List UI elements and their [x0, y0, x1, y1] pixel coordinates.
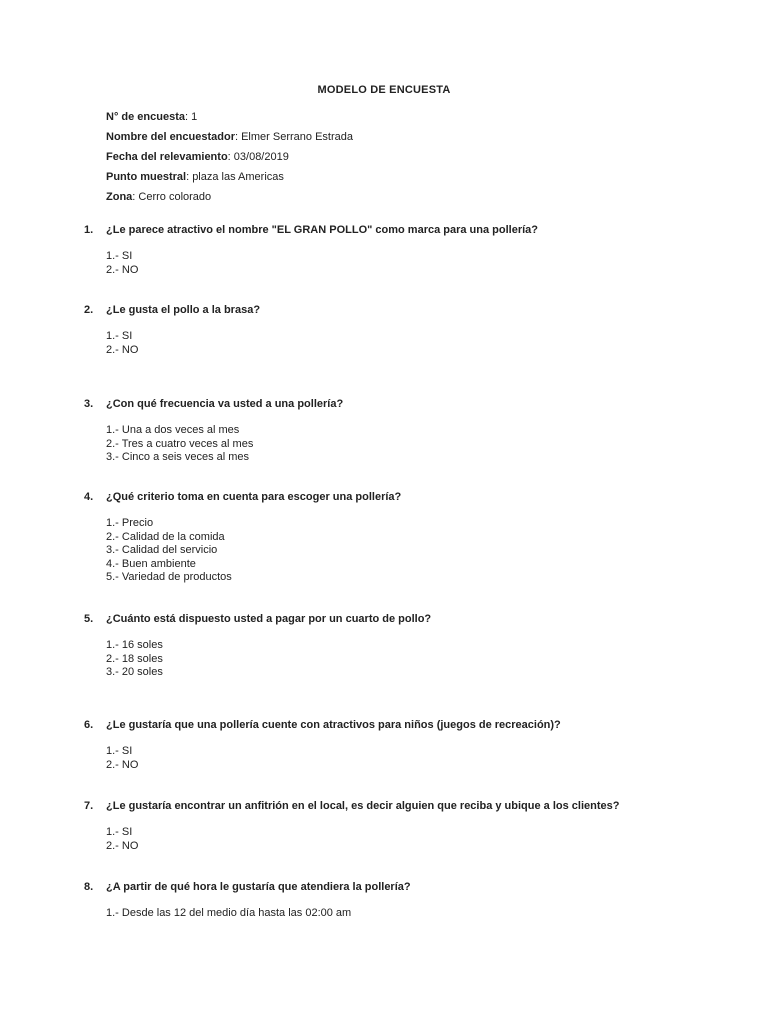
answer-options: [106, 250, 724, 277]
answer-options: [106, 330, 724, 357]
question-3: [84, 397, 724, 465]
answer-option: 2.- NO: [106, 343, 139, 356]
meta-survey-number: [106, 110, 353, 130]
question-4: [84, 490, 724, 585]
answer-option: 2.- Calidad de la comida: [106, 530, 225, 543]
question-number: 7.: [84, 800, 94, 812]
meta-survey-date: [106, 150, 353, 170]
question-heading: [84, 880, 724, 894]
answer-option: 3.- 20 soles: [106, 666, 163, 678]
meta-surveyor-name: [106, 130, 353, 150]
question-2: [84, 303, 724, 357]
meta-value: : Elmer Serrano Estrada: [234, 131, 353, 143]
question-text: ¿Le gusta el pollo a la brasa?: [106, 304, 261, 316]
answer-options: [106, 907, 724, 921]
answer-option: 2.- 18 soles: [106, 652, 163, 665]
meta-label: Zona: [106, 191, 133, 203]
question-text: ¿A partir de qué hora le gustaría que atendiera la pollería?: [106, 881, 411, 893]
meta-zone: [106, 190, 353, 210]
answer-options: [106, 424, 724, 465]
question-text: ¿Le parece atractivo el nombre "EL GRAN POLLO" como marca para una pollería?: [106, 224, 539, 236]
answer-option: 2.- NO: [106, 758, 139, 771]
meta-sample-point: [106, 170, 353, 190]
question-6: [84, 718, 724, 772]
question-number: 1.: [84, 224, 94, 236]
answer-option: 1.- 16 soles: [106, 639, 163, 651]
meta-label: N° de encuesta: [106, 111, 185, 123]
question-5: [84, 612, 724, 680]
answer-option: 1.- Precio: [106, 517, 154, 529]
answer-option: 1.- Desde las 12 del medio día hasta las 02:00 am: [106, 907, 352, 919]
question-number: 3.: [84, 398, 94, 410]
question-text: ¿Cuánto está dispuesto usted a pagar por un cuarto de pollo?: [106, 613, 432, 625]
question-heading: [84, 303, 724, 317]
answer-option: 2.- NO: [106, 263, 139, 276]
answer-options: [106, 826, 724, 853]
question-heading: [84, 223, 724, 237]
answer-option: 5.- Variedad de productos: [106, 571, 232, 583]
question-text: ¿Le gustaría que una pollería cuente con atractivos para niños (juegos de recreación)?: [106, 719, 561, 731]
question-1: [84, 223, 724, 277]
question-number: 4.: [84, 491, 94, 503]
answer-option: 3.- Calidad del servicio: [106, 544, 218, 556]
answer-option: 1.- SI: [106, 745, 133, 757]
question-number: 5.: [84, 613, 94, 625]
answer-option: 1.- SI: [106, 826, 133, 838]
meta-label: Fecha del relevamiento: [106, 151, 228, 163]
answer-option: 1.- SI: [106, 330, 133, 342]
question-text: ¿Qué criterio toma en cuenta para escoger una pollería?: [106, 491, 402, 503]
meta-value: : 1: [184, 111, 198, 123]
question-8: [84, 880, 724, 921]
survey-metadata: [106, 110, 353, 210]
question-text: ¿Le gustaría encontrar un anfitrión en el local, es decir alguien que reciba y ubique a los clientes?: [106, 800, 620, 812]
answer-option: 1.- Una a dos veces al mes: [106, 424, 240, 436]
answer-option: 2.- Tres a cuatro veces al mes: [106, 437, 254, 450]
question-heading: [84, 397, 724, 411]
answer-option: 3.- Cinco a seis veces al mes: [106, 451, 250, 463]
question-7: [84, 799, 724, 853]
question-number: 6.: [84, 719, 94, 731]
meta-value: : plaza las Americas: [186, 171, 284, 183]
question-number: 8.: [84, 881, 94, 893]
question-heading: [84, 718, 724, 732]
meta-value: : Cerro colorado: [132, 191, 212, 203]
meta-label: Punto muestral: [106, 171, 187, 183]
question-heading: [84, 799, 724, 813]
question-number: 2.: [84, 304, 94, 316]
meta-label: Nombre del encuestador: [106, 131, 235, 143]
question-text: ¿Con qué frecuencia va usted a una pollería?: [106, 398, 344, 410]
meta-value: : 03/08/2019: [227, 151, 289, 163]
answer-option: 2.- NO: [106, 839, 139, 852]
document-title: MODELO DE ENCUESTA: [317, 84, 451, 96]
question-heading: [84, 490, 724, 504]
answer-options: [106, 517, 724, 585]
answer-options: [106, 745, 724, 772]
question-heading: [84, 612, 724, 626]
answer-option: 4.- Buen ambiente: [106, 557, 196, 570]
answer-options: [106, 639, 724, 680]
answer-option: 1.- SI: [106, 250, 133, 262]
